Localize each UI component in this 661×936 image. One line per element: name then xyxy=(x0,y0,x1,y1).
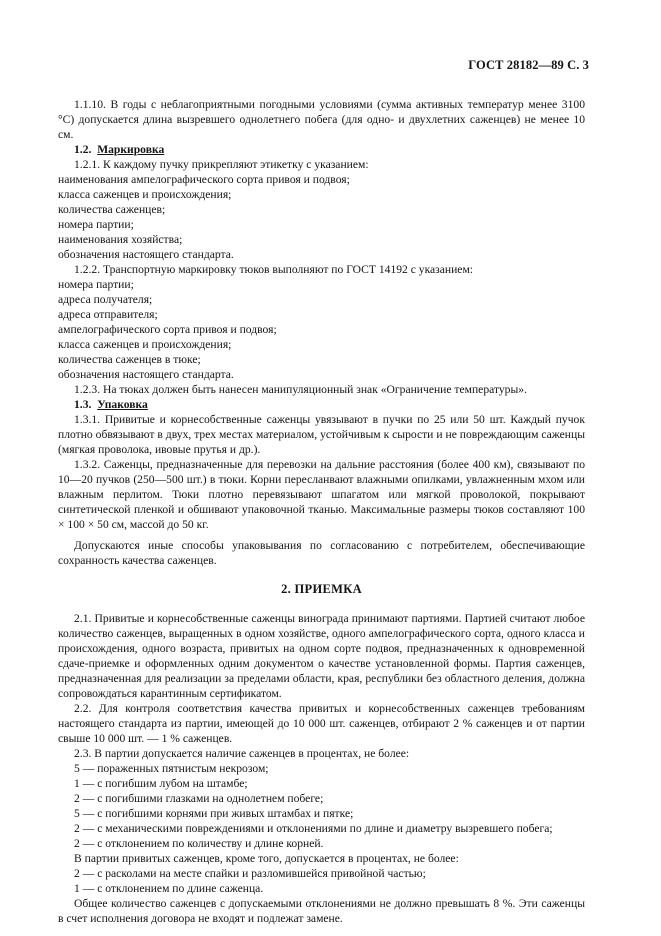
list-line: номера партии; xyxy=(58,218,134,231)
paragraph: В партии привитых саженцев, кроме того, допускается в процентах, не более: xyxy=(74,852,459,865)
list-line: класса саженцев и происхождения; xyxy=(58,188,232,201)
paragraph: 1 — с погибшим лубом на штамбе; xyxy=(74,777,248,790)
page-header: ГОСТ 28182—89 С. 3 xyxy=(468,58,589,72)
paragraph: 2 — с механическими повреждениями и отклонениями по длине и диаметру вызревшего побега; xyxy=(74,822,553,835)
paragraph: 1.3.1. Привитые и корнесобственные саженцы увязывают в пучки по 25 или 50 шт. Каждый пучок плотно обвязывают в двух, трех местах материалом, устойчивым к сырости и не повреждающим саженцы (мягкая проволока, ивовые прутья и др.). xyxy=(58,413,585,456)
paragraph: 5 — пораженных пятнистым некрозом; xyxy=(74,762,269,775)
document-body xyxy=(58,97,585,926)
paragraph: 5 — с погибшими корнями при живых штамбах и пятке; xyxy=(74,807,354,820)
list-line: количества саженцев; xyxy=(58,203,166,216)
list-line: обозначения настоящего стандарта. xyxy=(58,248,234,261)
paragraph: 1.2.3. На тюках должен быть нанесен манипуляционный знак «Ограничение температуры». xyxy=(74,383,527,396)
section-number: 1.2. xyxy=(74,143,92,156)
list-line: адреса отправителя; xyxy=(58,308,158,321)
paragraph: 2 — с отклонением по количеству и длине корней. xyxy=(74,837,324,850)
section-number: 1.3. xyxy=(74,398,92,411)
list-line: класса саженцев и происхождения; xyxy=(58,338,232,351)
paragraph: 2 — с погибшими глазками на однолетнем побеге; xyxy=(74,792,324,805)
list-line: адреса получателя; xyxy=(58,293,153,306)
section-heading-title: Упаковка xyxy=(97,398,148,411)
paragraph: Допускаются иные способы упаковывания по согласованию с потребителем, обеспечивающие сохранность качества саженцев. xyxy=(58,539,585,567)
paragraph: 1 — с отклонением по длине саженца. xyxy=(74,882,264,895)
section-heading-title: Маркировка xyxy=(97,143,165,156)
paragraph: 2.3. В партии допускается наличие саженцев в процентах, не более: xyxy=(74,747,410,760)
paragraph: Общее количество саженцев с допускаемыми отклонениями не должно превышать 8 %. Эти саженцы в счет исполнения договора не входят и подлежат замене. xyxy=(58,897,585,925)
paragraph: 1.3.2. Саженцы, предназначенные для перевозки на дальние расстояния (более 400 км), связывают по 10—20 пучков (250—500 шт.) в тюки. Корни пересланвают влажными опилками, увлажненным мхом или влажным перлитом. Тюки плотно перевязывают шпагатом или мягкой проволокой, покрывают синтетической пленкой и обшивают упаковочной тканью. Максимальные размеры тюков составляют 100 × 100 × 50 см, массой до 50 кг. xyxy=(58,458,585,531)
subsection-heading xyxy=(58,397,585,412)
subsection-heading xyxy=(58,142,585,157)
paragraph: 2 — с расколами на месте спайки и разломившейся привойной частью; xyxy=(74,867,426,880)
list-line: наименования хозяйства; xyxy=(58,233,183,246)
paragraph: 2.1. Привитые и корнесобственные саженцы винограда принимают партиями. Партией считают любое количество саженцев, выращенных в одном хозяйстве, одного ампелографического сорта, одного класса и происхождения, одного возраста, привитых на одном сорте подвоя, предназначенных к одновременной сдаче-приемке и оформленных одним документом о качестве установленной формы. Партия саженцев, предназначенная для реализации за пределами области, края, республики без областного деления, должна сопровождаться карантинным сертификатом. xyxy=(58,612,585,700)
list-line: наименования ампелографического сорта привоя и подвоя; xyxy=(58,173,350,186)
list-line: обозначения настоящего стандарта. xyxy=(58,368,234,381)
paragraph: 1.2.2. Транспортную маркировку тюков выполняют по ГОСТ 14192 с указанием: xyxy=(74,263,474,276)
paragraph: 1.1.10. В годы с неблагоприятными погодными условиями (сумма активных температур менее 3100 °С) допускается длина вызревшего однолетнего побега (для одно- и двухлетних саженцев) не менее 10 см. xyxy=(58,98,585,141)
list-line: номера партии; xyxy=(58,278,134,291)
list-line: количества саженцев в тюке; xyxy=(58,353,201,366)
list-line: ампелографического сорта привоя и подвоя; xyxy=(58,323,277,336)
section-title: 2. ПРИЕМКА xyxy=(281,582,362,596)
paragraph: 1.2.1. К каждому пучку прикрепляют этикетку с указанием: xyxy=(74,158,369,171)
paragraph: 2.2. Для контроля соответствия качества привитых и корнесобственных саженцев требованиям настоящего стандарта из партии, имеющей до 10 000 шт. саженцев, отбирают 2 % саженцев и от партии свыше 10 000 шт. — 1 % саженцев. xyxy=(58,702,585,745)
